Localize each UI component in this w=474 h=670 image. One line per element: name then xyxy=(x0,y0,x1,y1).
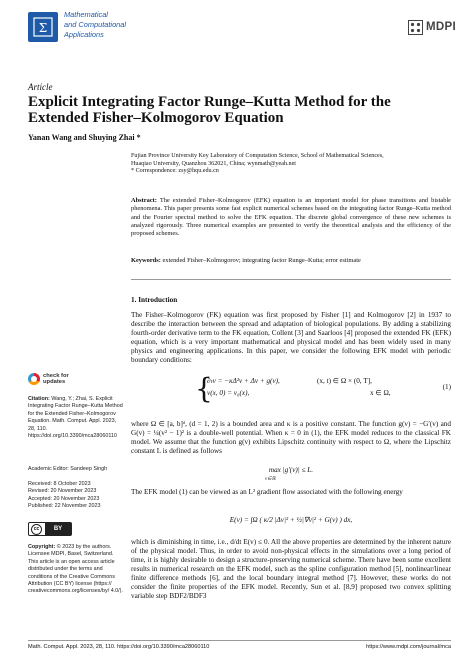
sigma-icon xyxy=(28,12,58,42)
published-date: Published: 22 November 2023 xyxy=(28,503,101,510)
cc-icon: cc xyxy=(31,524,42,535)
journal-logo[interactable] xyxy=(28,12,58,42)
equation-1 xyxy=(131,372,451,405)
citation-text: Wang, Y.; Zhai, S. Explicit Integrating Factor Runge–Kutta Method for the Extended Fisher–Kolmogorov Equation. Math. Comput. Appl. 2023, 28, 110. https://doi.org/10.3390/mca28060110 xyxy=(28,396,123,440)
abstract-text: The extended Fisher–Kolmogorov (EFK) equation is an important model for phase transitions and bistable phenomena. This paper presents some fast explicit numerical schemes based on the integrating factor Runge–Kutta method and the Fourier spectral method to solve the EFK equation. The discrete global convergence of these new schemes is analyzed rigorously. Three numerical examples are presented to verify the theoretical analysis and the efficiency of the proposed schemes. xyxy=(131,197,451,238)
equation-condition: x ∈ Ω, xyxy=(370,389,391,397)
equation-row xyxy=(207,389,407,399)
article-title: Explicit Integrating Factor Runge–Kutta Method for the Extended Fisher–Kolmogorov Equation xyxy=(28,94,391,126)
keywords-label: Keywords: xyxy=(131,257,161,264)
svg-text:Σ: Σ xyxy=(38,21,48,35)
left-brace: { xyxy=(195,372,213,405)
citation-label: Citation: xyxy=(28,396,50,402)
academic-editor: Academic Editor: Sandeep Singh xyxy=(28,466,108,472)
mdpi-logo[interactable] xyxy=(408,18,456,36)
footer-citation[interactable]: Math. Comput. Appl. 2023, 28, 110. https://doi.org/10.3390/mca28060110 xyxy=(28,644,210,650)
equation-subscript: v∈ℝ xyxy=(265,477,276,482)
correspondence: * Correspondence: zsy@hqu.edu.cn xyxy=(131,168,219,175)
check-updates-line: updates xyxy=(43,379,66,386)
keywords-text: extended Fisher–Kolmogorov; integrating factor Runge–Kutta; error estimate xyxy=(162,257,361,264)
journal-name xyxy=(64,10,184,40)
citation xyxy=(28,396,124,440)
cc-by-license-badge[interactable] xyxy=(28,522,72,536)
paragraph: The EFK model (1) can be viewed as an L² gradient flow associated with the following energy xyxy=(131,488,403,496)
equation-condition: (x, t) ∈ Ω × (0, T], xyxy=(317,377,372,385)
abstract xyxy=(131,197,451,238)
received-date: Received: 8 October 2023 xyxy=(28,481,91,487)
journal-name-line: Applications xyxy=(64,30,104,39)
updates-icon xyxy=(28,373,40,385)
affiliation-line: Huaqiao University, Quanzhou 362021, China; wynmath@yeah.net xyxy=(131,160,296,167)
journal-name-line: Mathematical xyxy=(64,10,108,19)
section-heading: 1. Introduction xyxy=(131,296,178,304)
revised-date: Revised: 20 November 2023 xyxy=(28,488,97,495)
mdpi-mark-icon xyxy=(408,20,423,35)
footer-divider xyxy=(28,640,451,641)
keywords xyxy=(131,257,451,265)
copyright xyxy=(28,544,124,596)
equation-row xyxy=(207,377,407,387)
copyright-text: © 2023 by the authors. Licensee MDPI, Basel, Switzerland. This article is an open access article distributed under the terms and conditions of the Creative Commons Attribution (CC BY) license (https:// creativecommons.org/licenses/by/ 4.0/). xyxy=(28,544,123,595)
equation-3 xyxy=(131,510,451,532)
publisher-name: MDPI xyxy=(426,21,456,33)
paragraph: The Fisher–Kolmogorov (FK) equation was first proposed by Fisher [1] and Kolmogorov [2] in 1937 to describe the interaction between the spread and adaptation of biological populations. By adding a stabilizing fourth-order derivative term to the FK equation, Collent [3] and Saarloos [4] proposed the extended FK (EFK) equation, which is a very important mathematical and physical model and has been widely used in many physics and engineering applications. In this paper, we consider the following EFK model with periodic boundary conditions: xyxy=(131,311,451,364)
paragraph: where Ω ∈ [a, b]ᵈ, (d = 1, 2) is a bounded area and κ is a positive constant. The function g(v) = −G′(v) and G(v) = ¼(v² − 1)² is a double-well potential. When κ = 0 in (1), the EFK model reduces to the classical FK model. We assume that the function g(v) exhibits Lipschitz continuity with respect to Ω, where the Lipschitz constant L is defined as follows xyxy=(131,420,451,455)
dates xyxy=(28,481,124,511)
accepted-date: Accepted: 20 November 2023 xyxy=(28,495,100,502)
abstract-label: Abstract: xyxy=(131,197,157,204)
check-updates-line: check for xyxy=(43,373,69,379)
copyright-label: Copyright: xyxy=(28,544,56,550)
journal-url-link[interactable]: https://www.mdpi.com/journal/mca xyxy=(366,644,451,650)
equation-text: E(v) = ∫Ω ( κ/2 |Δv|² + ½|∇v|² + G(v) ) dx, xyxy=(229,516,353,524)
article-type: Article xyxy=(28,82,53,92)
check-for-updates-button[interactable] xyxy=(28,373,69,386)
equation-text: max |g′(v)| ≤ L. xyxy=(268,466,314,474)
separator xyxy=(131,279,451,280)
by-icon: BY xyxy=(45,523,71,535)
journal-name-line: and Computational xyxy=(64,20,127,29)
affiliation-line: Fujian Province University Key Laboratory of Computation Science, School of Mathematical Sciences, xyxy=(131,153,384,159)
equation-number: (1) xyxy=(442,383,451,391)
authors: Yanan Wang and Shuying Zhai * xyxy=(28,133,141,142)
check-updates-label xyxy=(43,373,69,386)
equation-lhs: v(x, 0) = v₀(x), xyxy=(207,389,250,397)
equation-2 xyxy=(131,466,451,480)
paragraph: which is diminishing in time, i.e., d/dt E(v) ≤ 0. All the above properties are determined by the inherent nature of the physical model. Thus, in order to avoid non-physical effects in the simulations over a long period of time, it is highly desirable to design a structure-preserving numerical scheme. There have been some excellent results in numerical research on the EFK model, such as the spline configuration method [5], nonlinear/linear finite difference methods [6], and the local boundary integral method [7]. However, these works do not consider the finite properties of the EFK model. Recently, Sun et al. [8,9] proposed two convex splitting variable step BDF2/BDF3 xyxy=(131,538,451,600)
equation-lhs: ∂ₜv = −κΔ²v + Δv + g(v), xyxy=(207,377,280,385)
affiliation xyxy=(131,153,451,176)
